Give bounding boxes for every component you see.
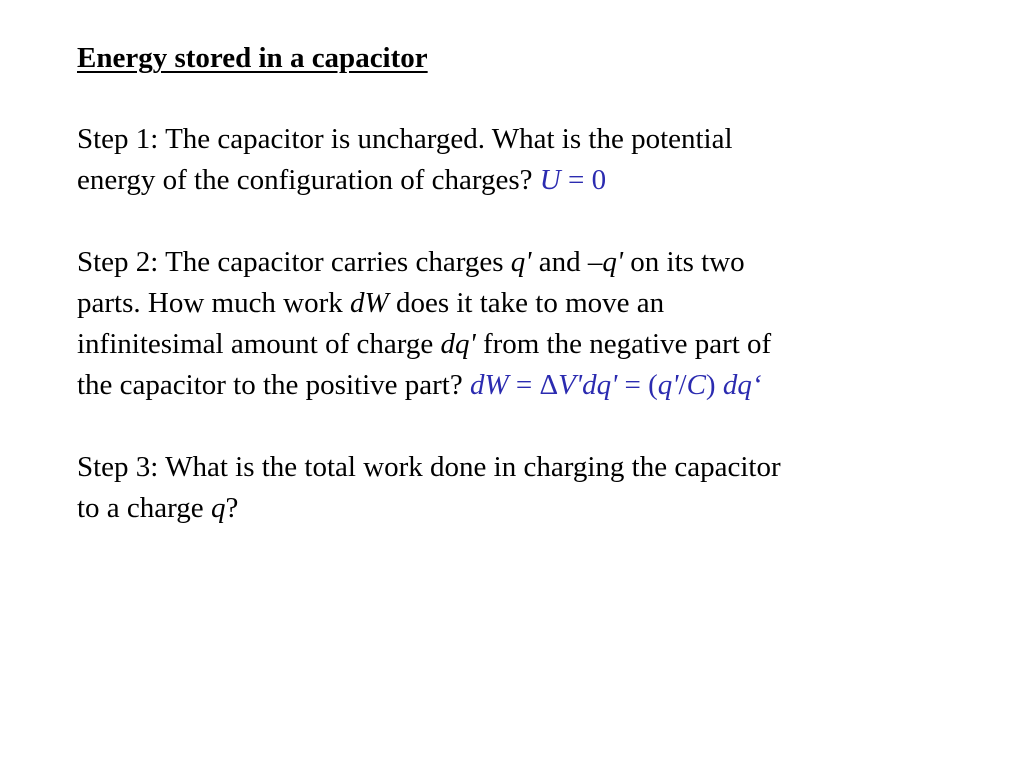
slide-content — [77, 38, 977, 529]
step-2-text: infinitesimal amount of charge — [77, 328, 441, 360]
step-2 — [77, 242, 977, 406]
answer-q-prime: q' — [657, 369, 679, 401]
step-2-text: parts. How much work — [77, 287, 351, 319]
charge-q-prime: q' — [510, 246, 532, 278]
answer-v-dq: V'dq' — [558, 369, 618, 401]
answer-dw: dW — [469, 369, 509, 401]
step-3-text: ? — [225, 492, 239, 524]
step-2-line-4 — [77, 365, 977, 406]
answer-close-paren: ) — [705, 369, 723, 401]
step-3-line-1: Step 3: What is the total work done in charging the capacitor — [77, 451, 781, 483]
answer-dq: dq‘ — [722, 369, 762, 401]
step-2-line-1 — [77, 242, 977, 283]
work-dw: dW — [350, 287, 389, 319]
step-1 — [77, 119, 977, 201]
step-3 — [77, 447, 977, 529]
step-1-question-text: energy of the configuration of charges? — [77, 164, 540, 196]
charge-dq-prime: dq' — [440, 328, 476, 360]
step-2-text: does it take to move an — [388, 287, 665, 319]
step-1-line-2 — [77, 160, 977, 201]
step-2-text: on its two — [623, 246, 745, 278]
step-2-text: Step 2: The capacitor carries charges — [77, 246, 511, 278]
step-2-line-3 — [77, 324, 977, 365]
step-3-text: to a charge — [77, 492, 211, 524]
charge-q: q — [210, 492, 226, 524]
minus-sign: – — [587, 246, 603, 278]
answer-value: = 0 — [560, 164, 607, 196]
slide-title: Energy stored in a capacitor — [77, 42, 428, 74]
answer-variable-u: U — [539, 164, 561, 196]
step-2-line-2 — [77, 283, 977, 324]
answer-equals-delta: = Δ — [508, 369, 559, 401]
step-1-line-1: Step 1: The capacitor is uncharged. What is the potential — [77, 123, 733, 155]
step-2-answer — [470, 369, 762, 401]
charge-neg-q-prime: q' — [602, 246, 624, 278]
step-2-text: and — [531, 246, 588, 278]
answer-slash: / — [678, 369, 687, 401]
step-1-answer — [540, 164, 606, 196]
step-2-text: from the negative part of — [475, 328, 772, 360]
answer-capacitance: C — [686, 369, 706, 401]
answer-equals-paren: = ( — [617, 369, 658, 401]
step-3-line-2 — [77, 488, 977, 529]
step-2-text: the capacitor to the positive part? — [77, 369, 470, 401]
